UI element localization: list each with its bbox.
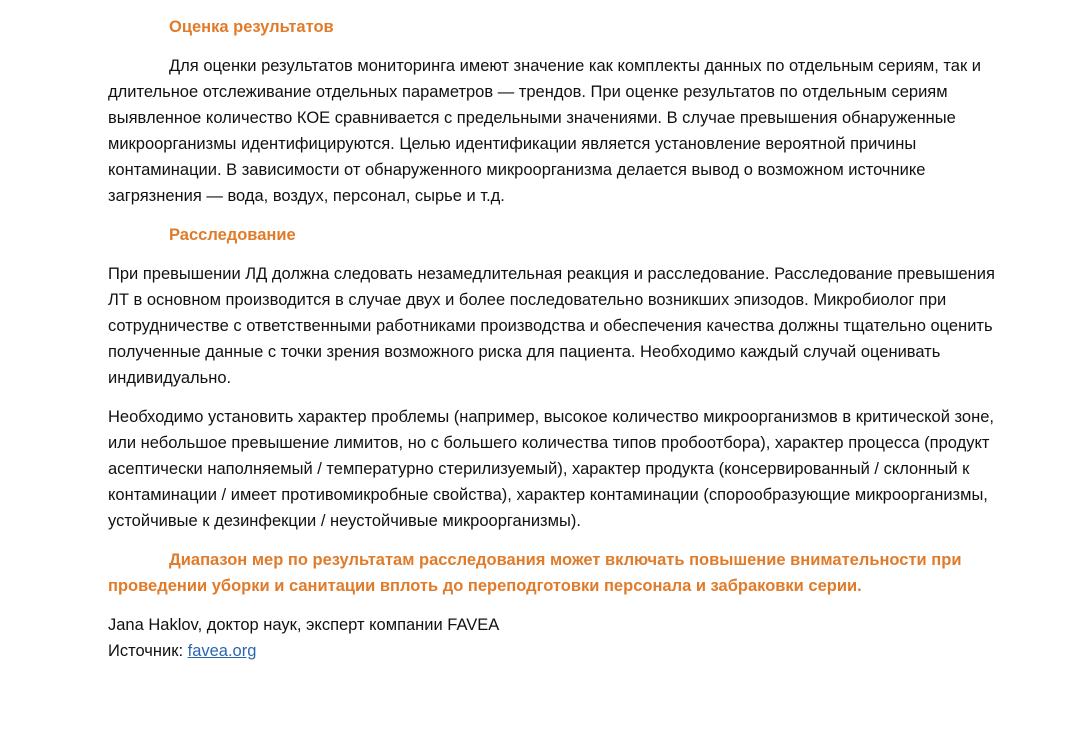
source-link[interactable]: favea.org	[187, 642, 257, 660]
results-paragraph: Для оценки результатов мониторинга имеют значение как комплекты данных по отдельным сериям, так и длительное отслеживание отдельных параметров — трендов. При оценке результатов по отдельным сериям выявленное количество КОЕ сравнивается с предельными значениями. В случае превышения обнаруженные микроорганизмы идентифицируются. Целью идентификации является установление вероятной причины контаминации. В зависимости от обнаруженного микроорганизма делается вывод о возможном источнике загрязнения — вода, воздух, персонал, сырье и т.д.	[108, 57, 981, 205]
investigation-paragraph-2: Необходимо установить характер проблемы (например, высокое количество микроорганизмов в критической зоне, или небольшое превышение лимитов, но с большего количества типов пробоотбора), характер процесса (продукт асептически наполняемый / температурно стерилизуемый), характер продукта (консервированный / склонный к контаминации / имеет противомикробные свойства), характер контаминации (спорообразующие микроорганизмы, устойчивые к дезинфекции / неустойчивые микроорганизмы).	[108, 408, 994, 530]
investigation-heading: Расследование	[169, 226, 296, 244]
results-heading: Оценка результатов	[169, 18, 334, 36]
document-page	[108, 14, 1008, 664]
investigation-paragraph-1: При превышении ЛД должна следовать незамедлительная реакция и расследование. Расследование превышения ЛТ в основном производится в случае двух и более последовательно возникших эпизодов. Микробиолог при сотрудничестве с ответственными работниками производства и обеспечения качества должны тщательно оценить полученные данные с точки зрения возможного риска для пациента. Необходимо каждый случай оценивать индивидуально.	[108, 265, 995, 387]
signature-author: Jana Haklov, доктор наук, эксперт компании FAVEA	[108, 616, 500, 634]
source-label: Источник:	[108, 642, 188, 660]
signature-source	[108, 638, 1008, 664]
measures-statement: Диапазон мер по результатам расследования может включать повышение внимательности при проведении уборки и санитации вплоть до переподготовки персонала и забраковки серии.	[108, 551, 962, 595]
